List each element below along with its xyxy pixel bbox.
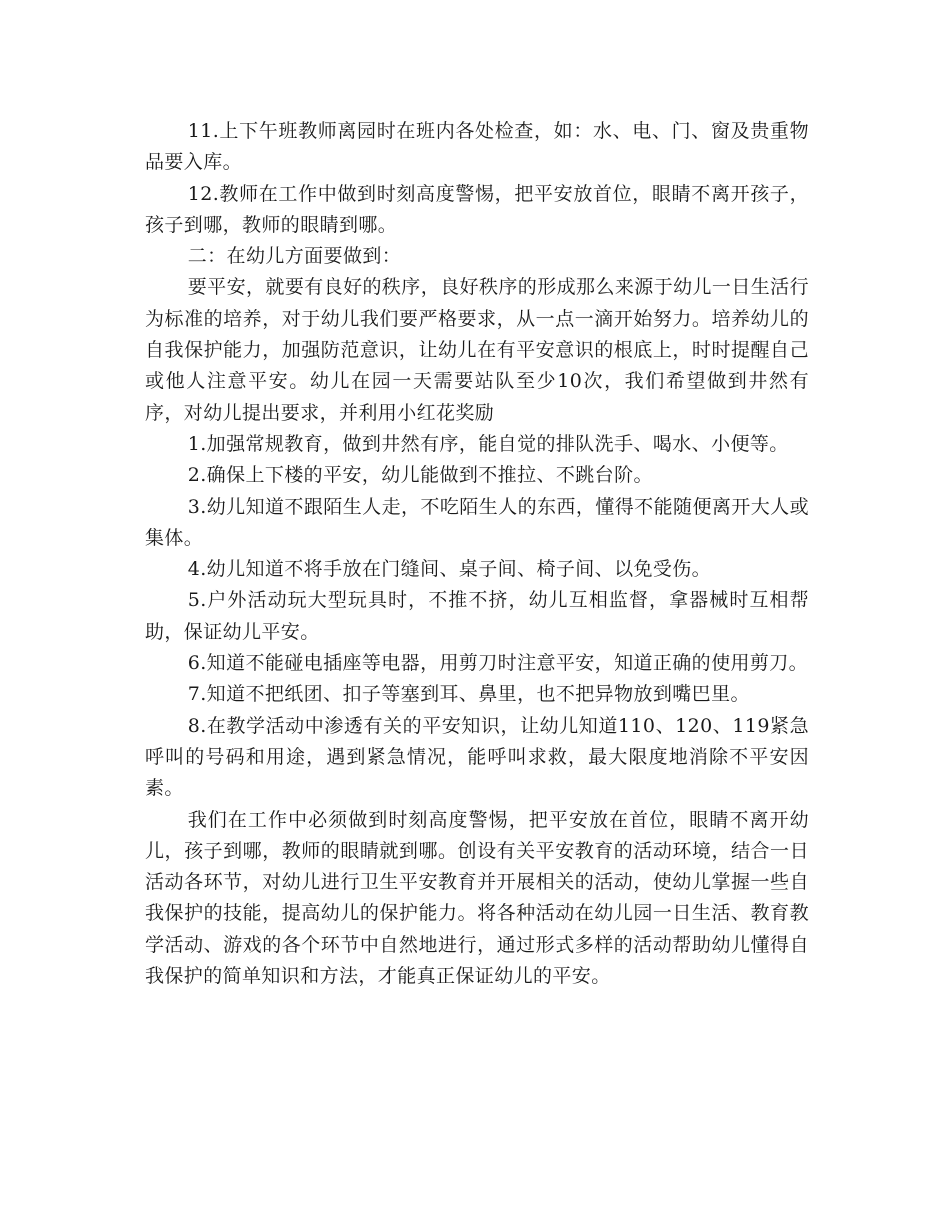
list-item-8: 8.在教学活动中渗透有关的平安知识，让幼儿知道110、120、119紧急呼叫的号码和用途，遇到紧急情况，能呼叫求救，最大限度地消除不平安因素。 xyxy=(145,714,809,800)
list-item-7: 7.知道不把纸团、扣子等塞到耳、鼻里，也不把异物放到嘴巴里。 xyxy=(187,683,750,706)
list-item-6: 6.知道不能碰电插座等电器，用剪刀时注意平安，知道正确的使用剪刀。 xyxy=(187,652,809,675)
paragraph-item-11: 11.上下午班教师离园时在班内各处检查，如：水、电、门、窗及贵重物品要入库。 xyxy=(145,120,809,174)
paragraph-intro: 要平安，就要有良好的秩序，良好秩序的形成那么来源于幼儿一日生活行为标准的培养，对于幼儿我们要严格要求，从一点一滴开始努力。培养幼儿的自我保护能力，加强防范意识，让幼儿在有平安意识的根底上，时时提醒自己或他人注意平安。幼儿在园一天需要站队至少10次，我们希望做到井然有序，对幼儿提出要求，并利用小红花奖励 xyxy=(145,276,809,424)
paragraph-item-12: 12.教师在工作中做到时刻高度警惕，把平安放首位，眼睛不离开孩子，孩子到哪，教师的眼睛到哪。 xyxy=(145,182,809,236)
section-heading-children: 二：在幼儿方面要做到： xyxy=(187,245,402,268)
list-item-1: 1.加强常规教育，做到井然有序，能自觉的排队洗手、喝水、小便等。 xyxy=(187,432,789,455)
document-page xyxy=(145,116,809,992)
list-item-5: 5.户外活动玩大型玩具时，不推不挤，幼儿互相监督，拿器械时互相帮助，保证幼儿平安。 xyxy=(145,589,809,643)
list-item-2: 2.确保上下楼的平安，幼儿能做到不推拉、不跳台阶。 xyxy=(187,464,653,487)
paragraph-conclusion: 我们在工作中必须做到时刻高度警惕，把平安放在首位，眼睛不离开幼儿，孩子到哪，教师的眼睛就到哪。创设有关平安教育的活动环境，结合一日活动各环节，对幼儿进行卫生平安教育并开展相关的活动，使幼儿掌握一些自我保护的技能，提高幼儿的保护能力。将各种活动在幼儿园一日生活、教育教学活动、游戏的各个环节中自然地进行，通过形式多样的活动帮助幼儿懂得自我保护的简单知识和方法，才能真正保证幼儿的平安。 xyxy=(145,808,809,988)
list-item-3: 3.幼儿知道不跟陌生人走，不吃陌生人的东西，懂得不能随便离开大人或集体。 xyxy=(145,495,809,549)
list-item-4: 4.幼儿知道不将手放在门缝间、桌子间、椅子间、以免受伤。 xyxy=(187,558,712,581)
